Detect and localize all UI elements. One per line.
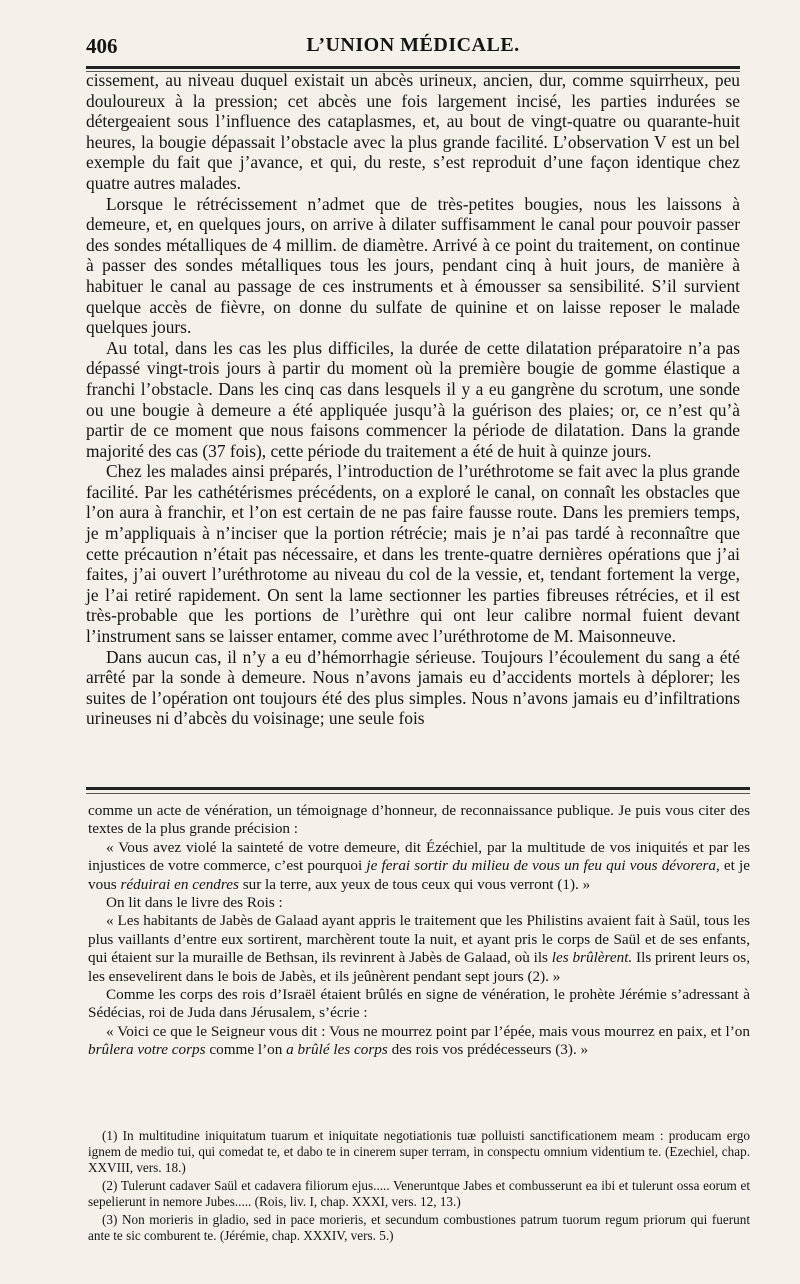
quote-text: et je vous [88,857,751,893]
paragraph-duration: Au total, dans les cas les plus difficiles, la durée de cette dilatation préparatoire n’a pas dépassé vingt-trois jours à partir du moment où la première bougie de gomme élastique a franchi l’obstacle. Dans les cinq cas dans lesquels il y a eu gangrène du scrotum, une sonde ou une bougie à demeure a été appliquée jusqu’à la guérison des plaies; or, ce n’est qu’à partir de ce moment que nous faisons commencer la période de dilatation. Dans la grande majorité des cas (37 fois), cette période du traitement a été de huit à quinze jours. [86,337,740,461]
ezekiel-quote [88,839,750,894]
quote-italic: a brûlé les corps [286,1041,388,1059]
jeremie-quote [88,1023,750,1060]
page-header [86,32,740,60]
footnote-3: (3) Non morieris in gladio, sed in pace morieris, et secundum combustiones patrum tuorum regum priorum qui fuerunt ante te sic comburent te. (Jérémie, chap. XXXIV, vers. 5.) [88,1212,750,1243]
quote-text: « Vous avez violé la sainteté de votre demeure, dit Ézéchiel, par la multitude de vos iniquités et par les injustices de votre commerce, c’est pourquoi [88,838,750,875]
quote-text: sur la terre, aux yeux de tous ceux qui vous verront (1). » [238,875,591,893]
quote-text: « Voici ce que le Seigneur vous dit : Vous ne mourrez point par l’épée, mais vous mourrez en paix, et l’on [106,1022,750,1040]
feuilleton-separator-thick [86,787,750,790]
paragraph-continuation: cissement, au niveau duquel existait un abcès urineux, ancien, dur, comme squirrheux, peu douloureux à la pression; cet abcès une fois largement incisé, les parties indurées se détergeaient sous l’influence des cataplasmes, et, au bout de vingt-quatre ou quarante-huit heures, la bougie dépassait l’obstacle avec la plus grande facilité. L’observation V est un bel exemple du fait que j’avance, et qui, du reste, s’est reproduit d’une façon identique chez quatre autres malades. [86,70,740,193]
header-rule-thick [86,66,740,69]
quote-text: Ils prirent leurs os, les ensevelirent dans le bois de Jabès, et ils jeûnèrent pendant sept jours (2). » [88,949,750,985]
journal-title: L’UNION MÉDICALE. [306,34,520,56]
page-number: 406 [86,34,118,58]
quote-text: des rois vos prédécesseurs (3). » [387,1041,589,1059]
footnote-2: (2) Tulerunt cadaver Saül et cadavera filiorum ejus..... Veneruntque Jabes et combusserunt ea ibi et tulerunt ossa eorum et sepelierunt in nemore Jubes..... (Rois, liv. I, chap. XXXI, vers. 12, 13.) [88,1178,750,1209]
feuilleton-separator-thin [86,793,750,794]
footnotes [88,1128,750,1246]
quote-italic: brûlera votre corps [88,1041,206,1059]
quote-text: comme l’on [205,1041,287,1059]
quote-italic: je ferai sortir du milieu de vous un feu qui vous dévorera, [366,857,720,875]
footnote-1: (1) In multitudine iniquitatum tuarum et iniquitate negotiationis tuæ polluisti sanctificationem meam : producam ergo ignem de medio tui, qui comedat te, et dabo te in cinerem super terram, in conspectu omnium videntium te. (Ezechiel, chap. XXVIII, vers. 18.) [88,1128,750,1175]
paragraph-dilatation: Lorsque le rétrécissement n’admet que de très-petites bougies, nous les laissons à demeure, et, en quelques jours, on arrive à dilater suffisamment le canal pour pouvoir passer des sondes métalliques de 4 millim. de diamètre. Arrivé à ce point du traitement, on continue à passer des sondes métalliques tous les jours, pendant cinq à huit jours, de manière à habituer le canal au passage de ces instruments et à émousser sa sensibilité. S’il survient quelque accès de fièvre, on donne du sulfate de quinine et on laisse reposer le malade quelques jours. [86,193,740,338]
quote-text: « Les habitants de Jabès de Galaad ayant appris le traitement que les Philistins avaient fait à Saül, tous les plus vaillants d’entre eux sortirent, marchèrent toute la nuit, et ayant pris le corps de Saül et de ses enfants, qui étaient sur la muraille de Bethsan, ils revinrent à Jabès de Galaad, où ils [88,912,750,967]
quote-italic: réduirai en cendres [120,875,239,893]
feuilleton-paragraph: comme un acte de vénération, un témoignage d’honneur, de reconnaissance publique. Je puis vous citer des textes de la plus grande précision : [88,802,750,838]
paragraph-urethrotome: Chez les malades ainsi préparés, l’introduction de l’uréthrotome se fait avec la plus grande facilité. Par les cathétérismes précédents, on a exploré le canal, on connaît les obstacles que l’on aura à franchir, et l’on est certain de ne pas faire fausse route. Dans les premiers temps, je m’appliquais à n’inciser que la portion rétrécie; mais je n’ai pas tardé à reconnaître que cette précaution n’était pas nécessaire, et dans les trente-quatre dernières opérations que j’ai faites, j’ai ouvert l’uréthrotome au niveau du col de la vessie, et, tendant fortement la verge, je l’ai retiré rapidement. On sent la lame sectionner les parties fibreuses rétrécies, et il est très-probable que les portions de l’urèthre qui ont leur calibre normal fuient devant l’instrument sans se laisser entamer, comme avec l’uréthrotome de M. Maisonneuve. [86,461,740,647]
feuilleton-paragraph: On lit dans le livre des Rois : [106,894,283,912]
rois-quote [88,912,750,986]
feuilleton-text [88,802,750,1060]
quote-italic: les brûlèrent. [551,949,633,967]
main-article-text [86,70,740,729]
feuilleton-paragraph: Comme les corps des rois d’Israël étaient brûlés en signe de vénération, le prohète Jérémie s’adressant à Sédécias, roi de Juda dans Jérusalem, s’écrie : [88,986,750,1022]
paragraph-hemorrhage: Dans aucun cas, il n’y a eu d’hémorrhagie sérieuse. Toujours l’écoulement du sang a été arrêté par la sonde à demeure. Nous n’avons jamais eu d’accidents mortels à déplorer; les suites de l’opération ont toujours été des plus simples. Nous n’avons jamais eu d’infiltrations urineuses ni d’abcès du voisinage; une seule fois [86,646,740,729]
